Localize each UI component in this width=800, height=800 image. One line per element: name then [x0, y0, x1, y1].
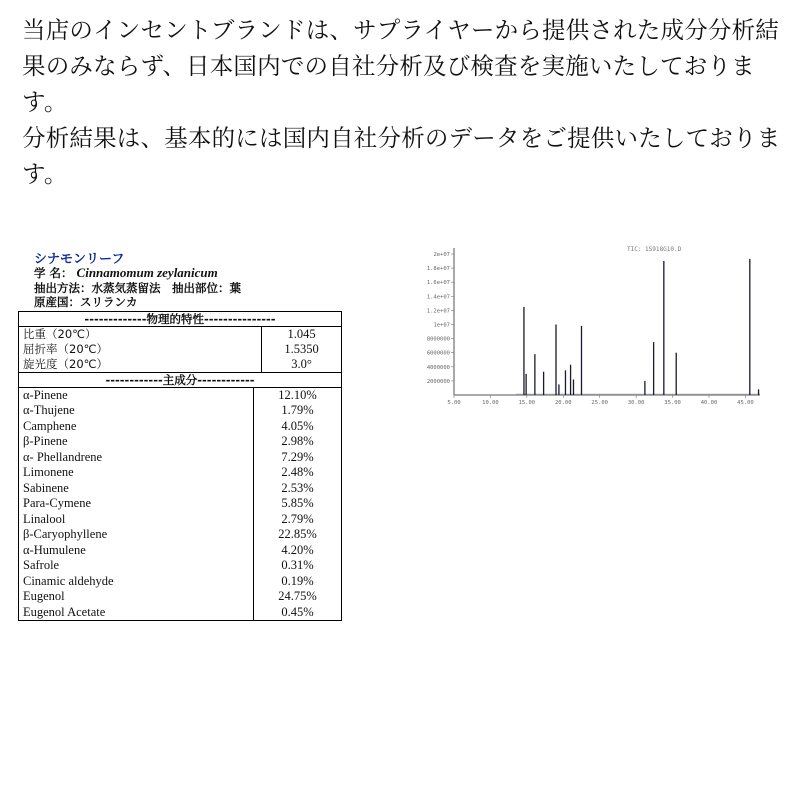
sheet-meta: [34, 266, 346, 310]
chromatogram: [410, 240, 770, 410]
y-tick-label: 6000000: [426, 350, 450, 357]
y-tick-label: 4000000: [426, 364, 450, 371]
component-value: 5.85%: [281, 496, 314, 510]
component-row: [19, 589, 341, 605]
chromatogram-svg: [410, 240, 770, 410]
component-row: [19, 543, 341, 559]
property-name: 比重（20℃）: [19, 327, 262, 342]
component-row: [19, 527, 341, 543]
y-tick-label: 2000000: [426, 378, 450, 385]
component-value: 7.29%: [281, 449, 314, 464]
component-name: Para-Cymene: [19, 496, 254, 512]
component-row: [19, 465, 341, 481]
component-row: [19, 434, 341, 450]
component-value: 2.98%: [281, 434, 314, 448]
component-name: Eugenol Acetate: [19, 605, 254, 621]
analysis-table: [18, 311, 342, 622]
x-tick-label: 20.00: [555, 400, 572, 406]
component-value: 0.31%: [281, 558, 314, 572]
x-tick-label: 10.00: [482, 400, 499, 406]
x-tick-label: 30.00: [627, 400, 645, 406]
component-row: [19, 605, 341, 621]
component-name: Sabinene: [19, 481, 254, 497]
y-tick-label: 1.2e+07: [426, 308, 450, 315]
physical-row: [19, 327, 341, 342]
component-name: α-Humulene: [19, 543, 254, 559]
component-value: 2.53%: [281, 480, 314, 495]
x-tick-label: 40.00: [700, 400, 718, 406]
component-value: 1.79%: [281, 403, 314, 417]
chart-title: TIC: 1S918G10.D: [627, 246, 682, 253]
component-value: 12.10%: [278, 387, 317, 402]
component-name: Cinamic aldehyde: [19, 574, 254, 590]
component-name: α-Thujene: [19, 403, 254, 419]
scientific-name: Cinnamomum zeylanicum: [76, 265, 218, 280]
component-name: β-Pinene: [19, 434, 254, 450]
component-name: Safrole: [19, 558, 254, 574]
component-row: [19, 450, 341, 466]
intro-text: [22, 12, 782, 192]
y-tick-label: 1.4e+07: [426, 294, 450, 301]
component-row: [19, 558, 341, 574]
property-name: 屈折率（20℃）: [19, 342, 262, 357]
component-row: [19, 388, 341, 404]
component-row: [19, 574, 341, 590]
intro-paragraph-1: 当店のインセントブランドは、サプライヤーから提供された成分分析結果のみならず、日本国内での自社分析及び検査を実施いたしております。: [22, 16, 779, 116]
component-row: [19, 496, 341, 512]
component-row: [19, 403, 341, 419]
origin-country: 原産国：スリランカ: [34, 295, 138, 309]
y-tick-label: 8000000: [426, 336, 450, 343]
x-tick-label: 5.00: [447, 400, 461, 406]
y-tick-label: 1.6e+07: [426, 280, 450, 287]
x-tick-label: 45.00: [737, 400, 754, 406]
analysis-sheet: [18, 248, 346, 621]
physical-row: [19, 342, 341, 357]
component-value: 0.45%: [281, 604, 314, 619]
components-header: ------------主成分------------: [19, 373, 341, 388]
component-row: [19, 512, 341, 528]
component-value: 2.48%: [281, 465, 314, 479]
component-name: Eugenol: [19, 589, 254, 605]
component-value: 4.05%: [281, 418, 314, 433]
component-row: [19, 481, 341, 497]
component-name: Limonene: [19, 465, 254, 481]
y-tick-label: 1.8e+07: [426, 266, 450, 273]
component-row: [19, 419, 341, 435]
components-list: [19, 388, 341, 621]
component-value: 2.79%: [281, 511, 314, 526]
component-name: β-Caryophyllene: [19, 527, 254, 543]
component-value: 24.75%: [278, 589, 317, 603]
component-value: 4.20%: [281, 542, 314, 557]
scientific-name-row: [34, 266, 346, 281]
property-name: 旋光度（20℃）: [19, 357, 262, 372]
component-name: Camphene: [19, 419, 254, 435]
x-tick-label: 15.00: [518, 400, 536, 406]
y-tick-label: 2e+07: [433, 252, 450, 258]
property-value: 1.045: [287, 326, 316, 341]
component-value: 22.85%: [278, 527, 317, 541]
intro-paragraph-2: 分析結果は、基本的には国内自社分析のデータをご提供いたしております。: [22, 124, 781, 188]
scientific-name-label: 学 名：: [34, 266, 73, 280]
property-value: 3.0°: [291, 356, 312, 371]
physical-header: -------------物理的特性---------------: [19, 312, 341, 327]
property-value: 1.5350: [284, 341, 319, 356]
x-tick-label: 35.00: [664, 400, 681, 406]
physical-properties: [19, 327, 341, 373]
y-tick-label: 1e+07: [433, 322, 450, 329]
component-name: α-Pinene: [19, 388, 254, 404]
component-name: α- Phellandrene: [19, 450, 254, 466]
x-tick-label: 25.00: [591, 400, 608, 406]
physical-row: [19, 357, 341, 372]
component-name: Linalool: [19, 512, 254, 528]
oil-title: シナモンリーフ: [34, 252, 125, 267]
extraction-method: 抽出方法：水蒸気蒸留法 抽出部位：葉: [34, 280, 241, 295]
component-value: 0.19%: [281, 573, 314, 588]
